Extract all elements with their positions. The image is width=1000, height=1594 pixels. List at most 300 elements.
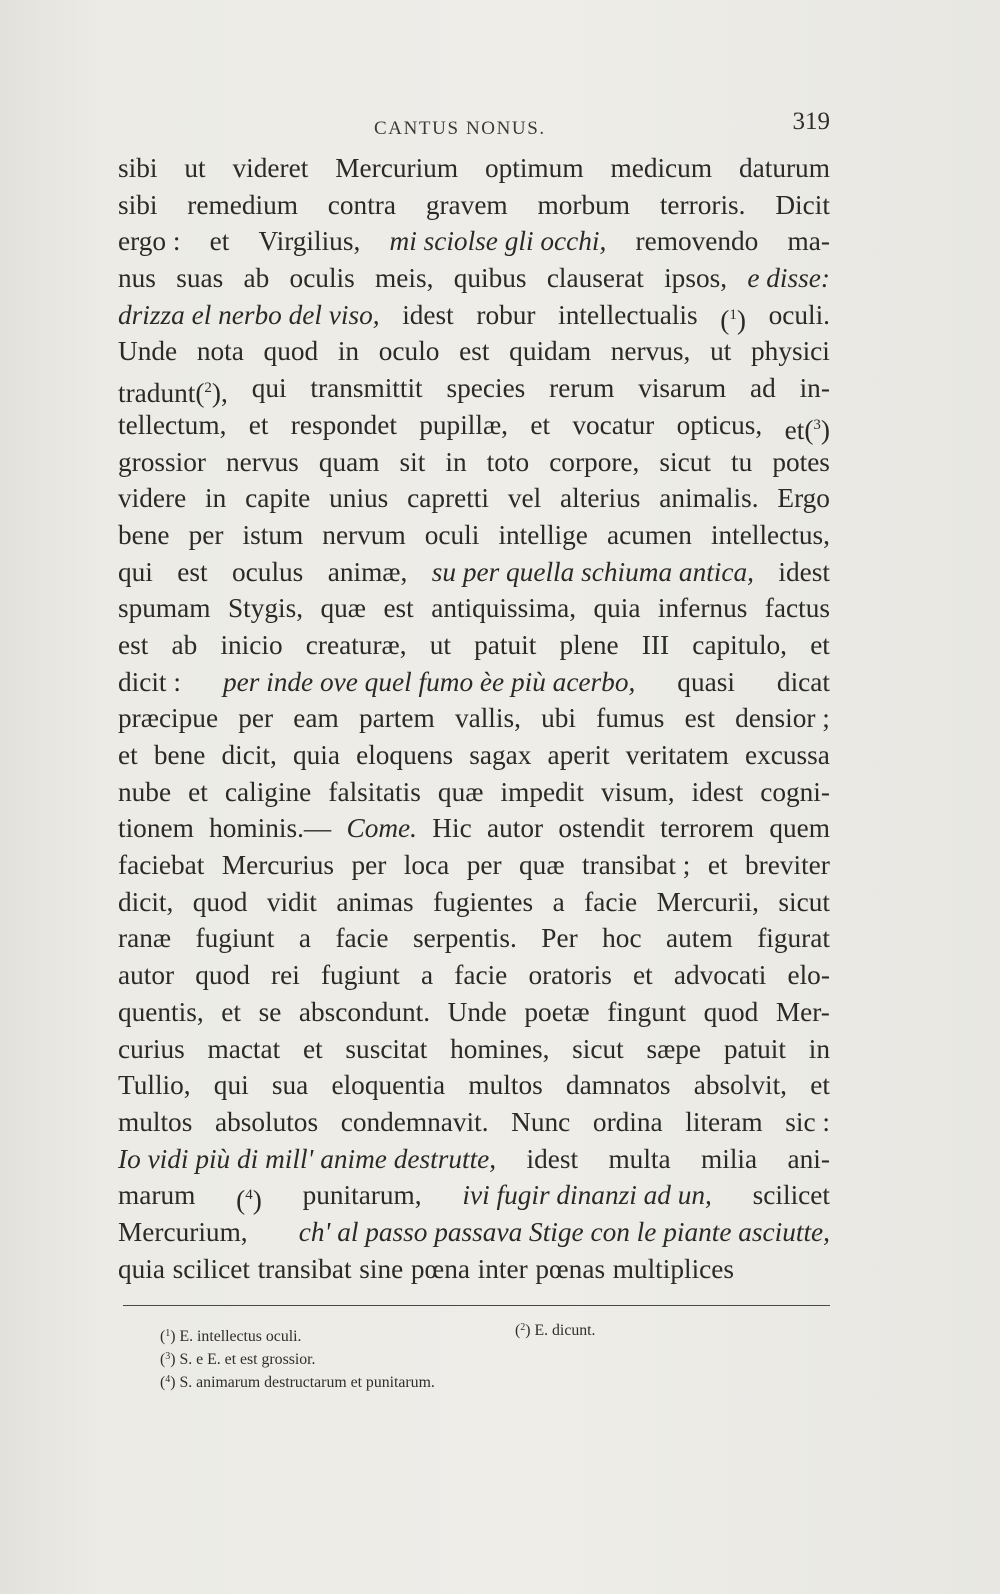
word <box>538 187 631 224</box>
word <box>336 884 413 921</box>
word <box>210 223 230 260</box>
text-line <box>118 480 830 517</box>
word <box>572 1031 624 1068</box>
word: tradunt($^2$), <box>118 378 228 409</box>
word <box>438 774 484 811</box>
word <box>338 333 359 370</box>
word <box>541 920 577 957</box>
word-text: creaturæ, <box>305 629 407 660</box>
word-text: Hic <box>432 813 472 844</box>
word <box>566 1067 671 1104</box>
text-line <box>118 957 830 994</box>
word-text: oculo <box>378 336 440 367</box>
word-text: animæ, <box>327 556 408 587</box>
word <box>189 517 224 554</box>
word <box>469 737 531 774</box>
word-text: præcipue <box>118 703 219 734</box>
word-text: literam <box>685 1106 763 1137</box>
word-text: antiquissima, <box>431 593 577 624</box>
word <box>760 774 830 811</box>
text-line <box>118 187 830 224</box>
word-text: facie <box>454 960 508 991</box>
word-text: Dicit <box>775 189 830 220</box>
word-text: qui <box>213 1070 249 1101</box>
word <box>187 187 298 224</box>
text-line <box>118 333 830 370</box>
word <box>331 1067 445 1104</box>
word <box>658 590 747 627</box>
word-text: capite <box>245 483 311 514</box>
word-text: absolutos <box>214 1106 319 1137</box>
italic-quote <box>432 554 754 591</box>
word <box>430 627 451 664</box>
word <box>328 554 408 591</box>
word <box>118 480 186 517</box>
word <box>485 150 584 187</box>
word <box>118 1251 165 1288</box>
word-text: ut <box>429 629 451 660</box>
word-text: est <box>684 703 715 734</box>
word-text: veritatem <box>625 740 729 770</box>
word-text: transmittit <box>310 373 423 404</box>
word-text: eloquentia <box>331 1070 446 1101</box>
word <box>478 1251 528 1288</box>
word-text: sibi <box>118 189 158 220</box>
word <box>238 700 273 737</box>
word-text: animas <box>336 886 414 917</box>
word-text: vallis, <box>454 703 521 734</box>
footnote-3-mark: ($^3$) <box>160 1351 176 1368</box>
word-text: excussa <box>745 740 830 770</box>
word-text: sicut <box>659 446 711 477</box>
word <box>421 957 433 994</box>
word-text: respondet <box>290 409 397 440</box>
word-text: spumam <box>118 593 211 624</box>
word-text: meis, <box>375 263 434 294</box>
word <box>118 150 157 187</box>
word <box>584 884 637 921</box>
word-text: et <box>707 850 728 881</box>
word <box>519 847 565 884</box>
word <box>188 774 208 811</box>
word <box>214 1067 249 1104</box>
word-text: suscitat <box>345 1033 428 1064</box>
word <box>118 444 206 481</box>
word-text: nus <box>118 263 156 294</box>
word-text: fugiunt <box>320 960 400 991</box>
word <box>777 664 830 701</box>
word-text: qui <box>251 373 287 404</box>
word-text: dicat <box>776 666 830 697</box>
word-text: morbum <box>537 189 631 220</box>
word <box>232 554 303 591</box>
word-text: se <box>258 996 282 1027</box>
word <box>433 884 533 921</box>
word-text: autor <box>118 960 175 991</box>
word-text: oculus <box>232 556 304 587</box>
word-text: sic : <box>785 1106 830 1137</box>
word-text: Nunc <box>511 1106 571 1137</box>
word-text: sicut <box>778 886 830 917</box>
word <box>487 810 543 847</box>
footnote-rule <box>123 1305 830 1306</box>
text-line <box>118 1214 830 1251</box>
word-text: fugiunt <box>195 923 275 954</box>
word <box>193 884 248 921</box>
text-line <box>118 223 830 260</box>
text-line <box>118 737 830 774</box>
word-text: pœnas <box>535 1253 606 1284</box>
word-text: multiplices <box>612 1253 735 1284</box>
word <box>328 187 396 224</box>
word-text: quia <box>292 740 340 770</box>
word <box>328 774 421 811</box>
text-line <box>118 810 830 847</box>
word <box>704 994 759 1031</box>
word-text: est <box>459 336 490 367</box>
word-text: idest <box>691 776 744 807</box>
word-text: Ergo <box>777 483 830 514</box>
footnote-1-text: E. intellectus oculi. <box>179 1328 302 1345</box>
word-text: milia <box>701 1143 758 1174</box>
word <box>659 444 711 481</box>
word-text: eam <box>293 703 339 734</box>
word <box>320 590 366 627</box>
word-text: species <box>446 373 526 404</box>
page-number: 319 <box>792 108 830 135</box>
footnote-4-text: S. animarum destructarum et punitarum. <box>179 1374 435 1391</box>
word <box>772 444 830 481</box>
word <box>657 884 759 921</box>
word <box>528 957 611 994</box>
word <box>176 260 223 297</box>
word-text: nervum <box>322 519 406 550</box>
word <box>646 1031 701 1068</box>
word <box>636 223 759 260</box>
word-text: pœna <box>410 1253 470 1284</box>
word <box>548 737 610 774</box>
word-text: ut <box>184 153 206 183</box>
word <box>243 517 304 554</box>
word <box>692 774 744 811</box>
word <box>118 774 171 811</box>
word-text: dicit, <box>118 886 174 917</box>
word-text: poetæ <box>524 996 590 1027</box>
text-line <box>118 1177 830 1214</box>
footnotes <box>160 1322 720 1391</box>
word <box>329 480 388 517</box>
word <box>459 333 489 370</box>
word <box>351 847 386 884</box>
word-text: absolvit, <box>693 1070 788 1101</box>
word-text: animalis. <box>659 483 759 514</box>
word <box>788 223 830 260</box>
word-text: homines, <box>450 1033 550 1064</box>
word <box>264 333 319 370</box>
word <box>750 370 776 407</box>
body-text <box>118 150 830 1287</box>
word <box>601 774 675 811</box>
word-text: tradunt <box>118 378 196 409</box>
word <box>118 810 194 847</box>
word-text: ad <box>749 373 776 404</box>
word-text: est <box>383 593 414 624</box>
italic-quote <box>223 664 635 701</box>
word <box>345 1031 427 1068</box>
word <box>118 700 218 737</box>
word-text: faciebat <box>118 850 205 881</box>
text-line <box>118 847 830 884</box>
word <box>751 333 830 370</box>
word-text: capretti <box>407 483 489 514</box>
word <box>769 297 830 334</box>
word-text: Come. <box>346 813 417 844</box>
word-text: Mer- <box>775 996 830 1027</box>
word <box>608 1141 670 1178</box>
footnote-ref-close: ) <box>820 414 830 445</box>
text-line <box>118 260 830 297</box>
word-text: visarum <box>638 373 727 404</box>
word <box>611 333 691 370</box>
word <box>118 884 173 921</box>
word <box>776 994 830 1031</box>
word-text: Per <box>541 923 578 954</box>
word-text: e disse: <box>747 263 830 294</box>
word <box>359 1251 403 1288</box>
word-text: vel <box>507 483 542 514</box>
word-text: cogni- <box>760 776 830 807</box>
word-text: contra <box>327 189 396 220</box>
word-text: autem <box>666 923 733 954</box>
word <box>777 480 830 517</box>
word <box>245 480 310 517</box>
word-text: nervus, <box>610 336 691 367</box>
word-text: ab <box>243 263 270 294</box>
word-text: ( <box>236 1185 246 1216</box>
word-text: est <box>177 556 208 587</box>
word-text: sæpe <box>646 1033 702 1064</box>
word <box>419 407 508 444</box>
word-text: daturum <box>738 153 830 183</box>
word-text: ordina <box>592 1106 663 1137</box>
word <box>267 884 317 921</box>
word <box>118 187 157 224</box>
word-text: fugientes <box>433 886 534 917</box>
word <box>511 1104 570 1141</box>
word <box>221 737 276 774</box>
word <box>426 187 508 224</box>
word <box>220 627 282 664</box>
word <box>375 260 433 297</box>
word <box>446 370 525 407</box>
word <box>222 847 334 884</box>
footnote-ref-close: ), <box>211 378 228 409</box>
word <box>118 994 204 1031</box>
word <box>638 370 726 407</box>
word <box>118 260 156 297</box>
word <box>476 297 535 334</box>
word-text: idest <box>526 1143 579 1174</box>
word-text: impedit <box>500 776 584 807</box>
word-text: breviter <box>745 850 830 881</box>
word-text: transibat <box>257 1253 352 1284</box>
word-text: quem <box>769 813 830 844</box>
word <box>259 994 282 1031</box>
word-text: visum, <box>600 776 675 807</box>
word-text: fumus <box>596 703 665 734</box>
word <box>558 810 644 847</box>
word <box>607 994 686 1031</box>
word-text: mi sciolse gli occhi, <box>389 226 607 257</box>
word-text: oculis <box>289 263 355 294</box>
word <box>613 1251 734 1288</box>
word-text: elo- <box>787 960 830 991</box>
word <box>788 1141 830 1178</box>
word <box>299 994 430 1031</box>
word-text: sibi <box>118 153 158 183</box>
word <box>228 590 303 627</box>
word-text: tu <box>731 446 753 477</box>
word-text: hominis.— <box>209 813 332 844</box>
word-text: rerum <box>549 373 615 404</box>
word <box>553 884 565 921</box>
word-text: pupillæ, <box>419 409 508 440</box>
word <box>236 1177 262 1214</box>
word-text: potes <box>772 446 830 477</box>
word <box>724 1031 786 1068</box>
italic-quote <box>462 1177 711 1214</box>
word <box>118 847 204 884</box>
word <box>685 1104 762 1141</box>
word <box>293 737 340 774</box>
word <box>154 737 206 774</box>
word <box>787 957 829 994</box>
word-text: quæ <box>519 850 565 881</box>
footnote-2-mark: ($^2$) <box>515 1322 531 1339</box>
word <box>582 847 690 884</box>
word <box>118 737 138 774</box>
word <box>778 884 830 921</box>
word-text: ma- <box>787 226 830 257</box>
word <box>379 333 440 370</box>
word <box>593 1104 663 1141</box>
word <box>252 370 287 407</box>
word <box>560 627 619 664</box>
word-text: quibus <box>453 263 527 294</box>
word-text: est <box>118 629 149 660</box>
word-text: quidam <box>509 336 592 367</box>
word <box>249 407 269 444</box>
footnote-ref-close: ) <box>736 304 746 335</box>
word <box>560 480 640 517</box>
word-text: facie <box>335 923 389 954</box>
word-text: Mercurium, <box>118 1216 248 1247</box>
word-text: fingunt <box>607 996 687 1027</box>
word-text: dicit, <box>221 740 277 770</box>
word-text: in <box>205 483 227 514</box>
word <box>172 627 198 664</box>
word <box>735 700 830 737</box>
word-text: istum <box>242 519 304 550</box>
word-text: quod <box>263 336 319 367</box>
word <box>501 774 584 811</box>
text-line <box>118 994 830 1031</box>
word-text: suas <box>176 263 224 294</box>
word <box>810 627 830 664</box>
word <box>694 1067 787 1104</box>
word <box>445 444 466 481</box>
text-line <box>118 407 830 444</box>
word <box>474 627 536 664</box>
word-text: ch' al passo passava Stige con le piante asciutte, <box>298 1216 830 1247</box>
text-line <box>118 1251 830 1288</box>
word-text: physici <box>751 336 830 367</box>
text-line <box>118 920 830 957</box>
word-text: idest <box>402 299 454 330</box>
word-text: Io vidi più di mill' anime destrutte, <box>118 1143 497 1174</box>
word-text: clauserat <box>546 263 644 294</box>
word-text: in <box>445 446 467 477</box>
word-text: quia <box>593 593 641 624</box>
word-text: a <box>298 923 311 954</box>
word <box>383 590 413 627</box>
word-text: autor <box>486 813 544 844</box>
word-text: idest <box>778 556 830 587</box>
footnote-ref: 2 <box>204 380 212 397</box>
word-text: capitulo, <box>692 629 788 660</box>
word <box>413 920 517 957</box>
word-text: nervus <box>226 446 299 477</box>
word <box>720 297 746 334</box>
italic-quote <box>118 1141 496 1178</box>
word-text: ubi <box>541 703 576 734</box>
word-text: plene <box>559 629 619 660</box>
word-text: medicum <box>610 153 713 183</box>
word <box>177 554 207 591</box>
word-text: optimum <box>484 153 584 183</box>
footnote-line <box>160 1345 720 1368</box>
text-line <box>118 444 830 481</box>
word <box>118 1214 248 1251</box>
word-text: corpore, <box>549 446 640 477</box>
word-text: curius <box>118 1033 185 1064</box>
word <box>745 737 830 774</box>
word-text: acumen <box>606 519 692 550</box>
word-text: loca <box>403 850 450 881</box>
word <box>487 444 529 481</box>
word-text: oculi <box>424 519 480 550</box>
word <box>710 333 731 370</box>
word-text: per <box>351 850 387 881</box>
word <box>299 920 311 957</box>
word-text: a <box>552 886 565 917</box>
text-line <box>118 884 830 921</box>
word-text: intellectus, <box>710 519 830 550</box>
word-text: damnatos <box>565 1070 671 1101</box>
word <box>454 957 507 994</box>
word-text: bene <box>118 519 170 550</box>
text-line <box>118 700 830 737</box>
word <box>765 590 830 627</box>
word-text: mactat <box>207 1033 281 1064</box>
word-text: ani- <box>787 1143 830 1174</box>
word-text: sicut <box>572 1033 624 1064</box>
word-text: quentis, <box>118 996 204 1027</box>
word <box>775 187 830 224</box>
word-text: et <box>248 409 269 440</box>
word <box>731 444 752 481</box>
word <box>778 554 830 591</box>
